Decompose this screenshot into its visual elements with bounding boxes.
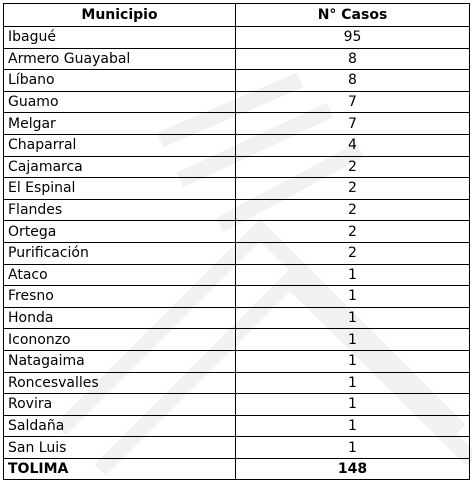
municipio-cell: Fresno: [4, 286, 236, 308]
casos-cell: 1: [236, 264, 470, 286]
municipio-cell: Chaparral: [4, 134, 236, 156]
table-row: [4, 394, 470, 416]
municipio-cell: San Luis: [4, 437, 236, 459]
municipio-cell: Armero Guayabal: [4, 48, 236, 70]
table-row: [4, 134, 470, 156]
casos-cell: 8: [236, 70, 470, 92]
municipio-cell: Cajamarca: [4, 156, 236, 178]
casos-cell: 1: [236, 329, 470, 351]
total-value: 148: [236, 458, 470, 480]
table-row: [4, 329, 470, 351]
table-row: [4, 70, 470, 92]
casos-cell: 4: [236, 134, 470, 156]
casos-cell: 7: [236, 113, 470, 135]
municipio-cell: Purificación: [4, 242, 236, 264]
municipio-cell: Melgar: [4, 113, 236, 135]
table-row: [4, 350, 470, 372]
casos-cell: 1: [236, 350, 470, 372]
table-row: [4, 156, 470, 178]
table-row: [4, 113, 470, 135]
municipio-cell: Ibagué: [4, 27, 236, 49]
table-row: [4, 27, 470, 49]
table-row: [4, 242, 470, 264]
header-row: [4, 4, 470, 27]
casos-cell: 2: [236, 221, 470, 243]
casos-cell: 1: [236, 437, 470, 459]
municipio-cell: Icononzo: [4, 329, 236, 351]
municipio-cell: Líbano: [4, 70, 236, 92]
table-row: [4, 178, 470, 200]
header-casos: N° Casos: [236, 4, 470, 27]
municipio-cell: Flandes: [4, 199, 236, 221]
casos-cell: 8: [236, 48, 470, 70]
table-row: [4, 372, 470, 394]
table-row: [4, 307, 470, 329]
table-row: [4, 91, 470, 113]
cases-table: [3, 3, 470, 480]
municipio-cell: Saldaña: [4, 415, 236, 437]
table-row: [4, 221, 470, 243]
municipio-cell: Guamo: [4, 91, 236, 113]
municipio-cell: El Espinal: [4, 178, 236, 200]
casos-cell: 2: [236, 242, 470, 264]
casos-cell: 1: [236, 394, 470, 416]
table-row: [4, 48, 470, 70]
municipio-cell: Honda: [4, 307, 236, 329]
casos-cell: 2: [236, 178, 470, 200]
municipio-cell: Roncesvalles: [4, 372, 236, 394]
casos-cell: 1: [236, 415, 470, 437]
table-row: [4, 286, 470, 308]
casos-cell: 1: [236, 307, 470, 329]
municipio-cell: Ataco: [4, 264, 236, 286]
table-row: [4, 264, 470, 286]
total-label: TOLIMA: [4, 458, 236, 480]
municipio-cell: Ortega: [4, 221, 236, 243]
total-row: [4, 458, 470, 480]
table-row: [4, 199, 470, 221]
casos-cell: 2: [236, 156, 470, 178]
casos-cell: 2: [236, 199, 470, 221]
municipio-cell: Natagaima: [4, 350, 236, 372]
header-municipio: Municipio: [4, 4, 236, 27]
casos-cell: 7: [236, 91, 470, 113]
casos-cell: 95: [236, 27, 470, 49]
municipio-cell: Rovira: [4, 394, 236, 416]
casos-cell: 1: [236, 372, 470, 394]
table-row: [4, 437, 470, 459]
table-row: [4, 415, 470, 437]
casos-cell: 1: [236, 286, 470, 308]
